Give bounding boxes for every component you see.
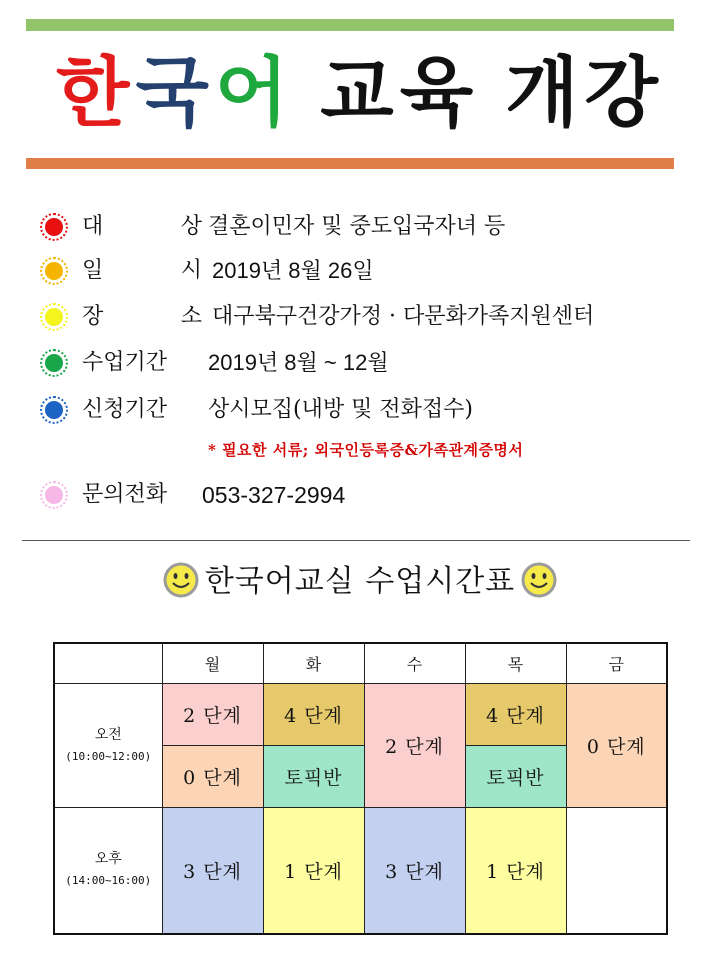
cell-fri-pm — [566, 808, 667, 934]
afternoon-label-cell — [54, 808, 162, 934]
info-label-period: 수업기간 — [82, 350, 168, 375]
title-word-2: 교육 — [320, 48, 480, 137]
info-label-application: 신청기간 — [82, 397, 168, 422]
cell-mon-am-1: 2 단계 — [162, 684, 263, 746]
cell-thu-am-1: 4 단계 — [465, 684, 566, 746]
afternoon-time: (14:00~16:00) — [65, 874, 152, 888]
cell-thu-am-2: 토픽반 — [465, 746, 566, 808]
title-char-3: 어 — [214, 48, 295, 137]
info-row-application — [40, 392, 473, 428]
table-row-afternoon — [54, 808, 667, 934]
info-value-period: 2019년 8월 ~ 12월 — [208, 350, 389, 375]
info-label-contact: 문의전화 — [82, 482, 168, 507]
cell-thu-pm: 1 단계 — [465, 808, 566, 934]
pink-sun-icon — [40, 481, 68, 509]
morning-label-cell — [54, 684, 162, 808]
required-documents-note: * 필요한 서류; 외국인등록증&가족관계증명서 — [208, 441, 524, 459]
info-row-target — [40, 209, 506, 245]
cell-tue-am-1: 4 단계 — [263, 684, 364, 746]
info-label-place: 장 소 — [82, 304, 202, 329]
title-char-2: 국 — [135, 48, 215, 137]
green-sun-icon — [40, 349, 68, 377]
title-char-1: 한 — [56, 48, 136, 137]
top-green-bar — [26, 19, 674, 31]
info-value-application: 상시모집(내방 및 전화접수) — [208, 397, 473, 422]
table-header-row — [54, 643, 667, 684]
cell-tue-pm: 1 단계 — [263, 808, 364, 934]
table-row-morning-1 — [54, 684, 667, 746]
yellow-sun-icon — [40, 303, 68, 331]
header-day-tue: 화 — [263, 643, 364, 684]
orange-sun-icon — [40, 257, 68, 285]
info-value-contact: 053-327-2994 — [202, 482, 346, 508]
info-row-contact — [40, 477, 346, 513]
info-value-date: 2019년 8월 26일 — [212, 258, 374, 283]
info-row-place — [40, 299, 595, 335]
bottom-orange-bar — [26, 158, 674, 169]
info-value-target: 결혼이민자 및 중도입국자녀 등 — [208, 214, 506, 239]
header-day-wed: 수 — [364, 643, 465, 684]
cell-wed-am: 2 단계 — [364, 684, 465, 808]
info-label-target: 대 상 — [82, 214, 202, 239]
smiley-icon — [163, 562, 199, 598]
morning-time: (10:00~12:00) — [65, 749, 152, 763]
schedule-title — [0, 560, 720, 604]
cell-tue-am-2: 토픽반 — [263, 746, 364, 808]
cell-mon-pm: 3 단계 — [162, 808, 263, 934]
smiley-icon — [521, 562, 557, 598]
info-value-place: 대구북구건강가정 · 다문화가족지원센터 — [212, 304, 595, 329]
cell-fri-am: 0 단계 — [566, 684, 667, 808]
page-title — [0, 48, 720, 138]
schedule-title-text: 한국어교실 수업시간표 — [204, 564, 516, 599]
title-word-3: 개강 — [505, 48, 664, 137]
header-day-mon: 월 — [162, 643, 263, 684]
header-day-thu: 목 — [465, 643, 566, 684]
afternoon-label: 오후 — [94, 851, 122, 868]
header-day-fri: 금 — [566, 643, 667, 684]
cell-mon-am-2: 0 단계 — [162, 746, 263, 808]
red-sun-icon — [40, 213, 68, 241]
info-label-date: 일 시 — [82, 258, 202, 283]
morning-label: 오전 — [94, 726, 122, 743]
cell-wed-pm: 3 단계 — [364, 808, 465, 934]
section-divider — [22, 540, 690, 541]
info-row-date — [40, 253, 374, 289]
header-blank-cell — [54, 643, 162, 684]
blue-sun-icon — [40, 396, 68, 424]
class-schedule-table — [53, 642, 668, 935]
info-row-period — [40, 345, 389, 381]
